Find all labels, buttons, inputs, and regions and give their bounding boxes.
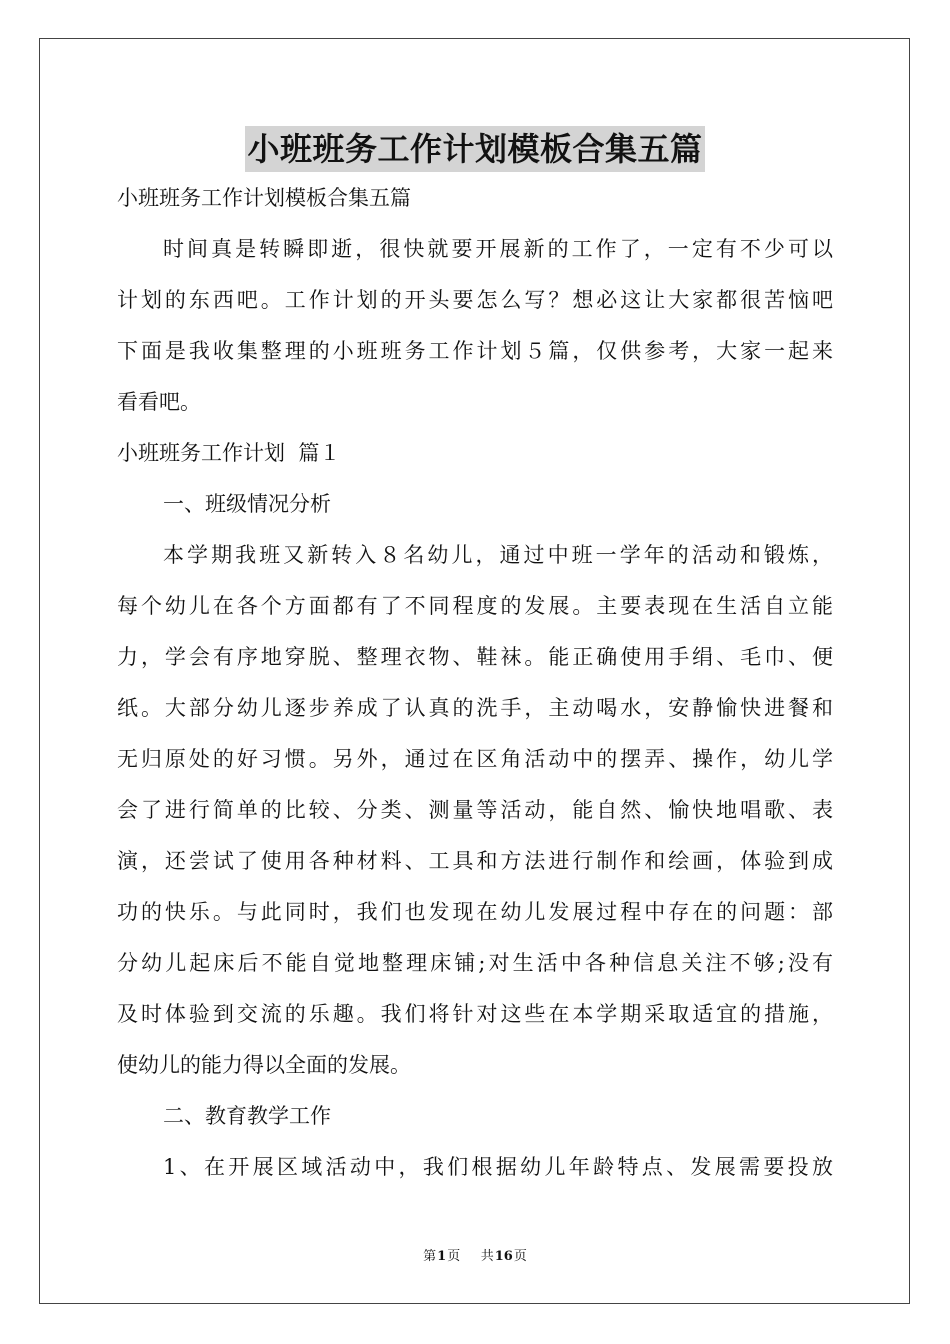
page-current: 1 (437, 1249, 447, 1264)
total-suffix: 页 (513, 1249, 527, 1264)
paragraph-line: 演，还尝试了使用各种材料、工具和方法进行制作和绘画，体验到成 (117, 849, 833, 873)
paragraph-line: 无归原处的好习惯。另外，通过在区角活动中的摆弄、操作，幼儿学 (117, 747, 833, 771)
total-count: 16 (494, 1249, 513, 1264)
page-footer (0, 1248, 950, 1266)
section-heading: 小班班务工作计划 篇１ (117, 441, 341, 465)
paragraph-line: 1、在开展区域活动中，我们根据幼儿年龄特点、发展需要投放 (163, 1155, 833, 1179)
document-body (117, 178, 833, 1198)
document-title: 小班班务工作计划模板合集五篇 (245, 126, 704, 172)
page-total (480, 1249, 528, 1264)
paragraph-line: 看看吧。 (117, 390, 201, 414)
paragraph-line: 使幼儿的能力得以全面的发展。 (117, 1053, 411, 1077)
page-suffix: 页 (447, 1249, 461, 1264)
paragraph-line: 本学期我班又新转入８名幼儿，通过中班一学年的活动和锻炼， (163, 543, 833, 567)
page-number (422, 1249, 461, 1264)
paragraph-line: 及时体验到交流的乐趣。我们将针对这些在本学期采取适宜的措施， (117, 1002, 833, 1026)
paragraph-line: 下面是我收集整理的小班班务工作计划５篇，仅供参考，大家一起来 (117, 339, 833, 363)
paragraph-line: 会了进行简单的比较、分类、测量等活动，能自然、愉快地唱歌、表 (117, 798, 833, 822)
paragraph-line: 力，学会有序地穿脱、整理衣物、鞋袜。能正确使用手绢、毛巾、便 (117, 645, 833, 669)
paragraph-line: 分幼儿起床后不能自觉地整理床铺;对生活中各种信息关注不够;没有 (117, 951, 833, 975)
paragraph-line: 纸。大部分幼儿逐步养成了认真的洗手，主动喝水，安静愉快进餐和 (117, 696, 833, 720)
subtitle-line: 小班班务工作计划模板合集五篇 (117, 186, 411, 210)
subsection-heading: 二、教育教学工作 (163, 1104, 331, 1128)
page-prefix: 第 (423, 1249, 437, 1264)
paragraph-line: 每个幼儿在各个方面都有了不同程度的发展。主要表现在生活自立能 (117, 594, 833, 618)
paragraph-line: 计划的东西吧。工作计划的开头要怎么写？想必这让大家都很苦恼吧 (117, 288, 833, 312)
subsection-heading: 一、班级情况分析 (163, 492, 331, 516)
title-wrap (0, 126, 950, 172)
paragraph-line: 时间真是转瞬即逝，很快就要开展新的工作了，一定有不少可以 (163, 237, 833, 261)
paragraph-line: 功的快乐。与此同时，我们也发现在幼儿发展过程中存在的问题：部 (117, 900, 833, 924)
total-prefix: 共 (480, 1249, 494, 1264)
